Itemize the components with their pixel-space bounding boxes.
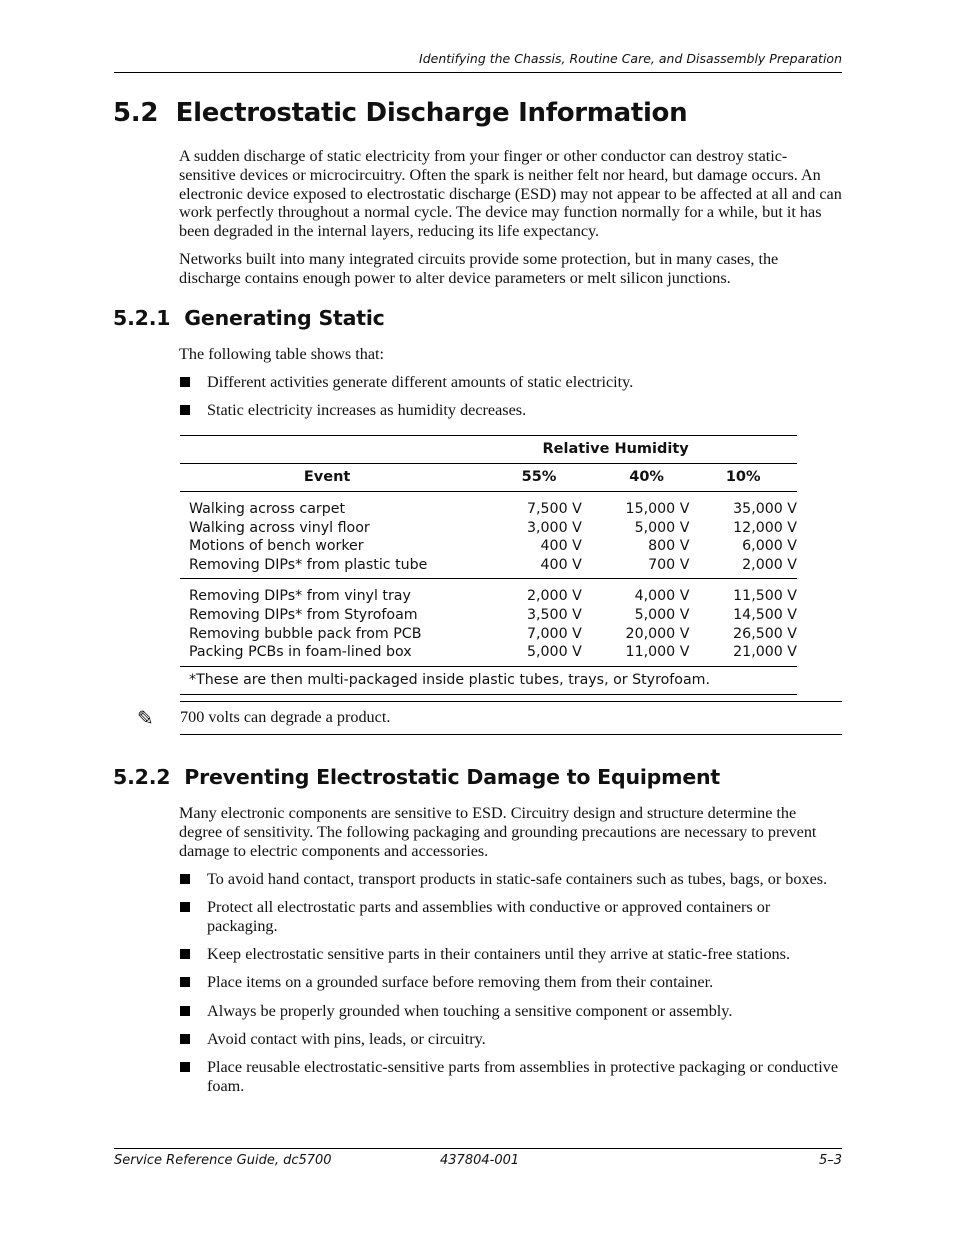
table-header-row xyxy=(180,464,797,492)
list-item: Protect all electrostatic parts and assemblies with conductive or approved containers or packaging. xyxy=(179,898,843,936)
section-paragraph-1: A sudden discharge of static electricity from your finger or other conductor can destroy static-sensitive devices or microcircuitry. Often the spark is neither felt nor heard, but damage occurs. An electronic device exposed to electrostatic discharge (ESD) may not appear to be affected at all and can work perfectly throughout a normal cycle. The device may function normally for a while, but it has been degraded in the internal layers, reducing its life expectancy. xyxy=(179,147,842,241)
bullet-square-icon xyxy=(180,1062,190,1072)
table-footnote-row xyxy=(180,666,797,694)
table-row: Removing DIPs* from vinyl tray 2,000 V 4,000 V 11,500 V xyxy=(189,588,797,605)
column-header-40: 40% xyxy=(629,469,664,486)
footer-part-number: 437804-001 xyxy=(440,1153,520,1168)
footer-page-number: 5–3 xyxy=(818,1153,842,1168)
column-header-55: 55% xyxy=(521,469,557,486)
list-item: Place reusable electrostatic-sensitive parts from assemblies in protective packaging or conductive foam. xyxy=(179,1058,843,1096)
table-row: Removing DIPs* from Styrofoam 3,500 V 5,000 V 14,500 V xyxy=(189,606,797,623)
list-item: To avoid hand contact, transport products in static-safe containers such as tubes, bags, or boxes. xyxy=(179,870,843,889)
section-title: 5.2 Electrostatic Discharge Information xyxy=(113,98,688,128)
footer-rule xyxy=(114,1148,842,1149)
section-paragraph-2: Networks built into many integrated circuits provide some protection, but in many cases, the discharge contains enough power to alter device parameters or melt silicon junctions. xyxy=(179,250,779,287)
table-row: Removing bubble pack from PCB 7,000 V 20,000 V 26,500 V xyxy=(189,625,797,642)
list-item: Place items on a grounded surface before removing them from their container. xyxy=(179,973,843,992)
bullet-square-icon xyxy=(180,902,190,912)
prevention-bullet-list xyxy=(179,870,843,1105)
static-voltage-table xyxy=(180,435,797,695)
table-group-header-row xyxy=(180,436,797,464)
subsection-title-generating-static: 5.2.1 Generating Static xyxy=(113,306,385,330)
footer-guide-title: Service Reference Guide, dc5700 xyxy=(114,1153,332,1168)
table-row: Walking across carpet 7,500 V 15,000 V 35,000 V xyxy=(189,501,797,517)
table-row: Walking across vinyl floor 3,000 V 5,000 V 12,000 V xyxy=(189,519,797,536)
relative-humidity-header: Relative Humidity xyxy=(542,441,689,458)
column-header-10: 10% xyxy=(725,469,761,486)
prevention-intro: Many electronic components are sensitive to ESD. Circuitry design and structure determine the degree of sensitivity. The following packaging and grounding precautions are necessary to prevent damage to electric components and accessories. xyxy=(179,804,817,860)
table-intro: The following table shows that: xyxy=(179,345,385,363)
pencil-note-icon: ✎ xyxy=(137,706,154,730)
note-box xyxy=(180,701,842,735)
list-item: Different activities generate different amounts of static electricity. xyxy=(179,373,843,392)
table-row: Removing DIPs* from plastic tube 400 V 700 V 2,000 V xyxy=(180,556,797,579)
table-row: Packing PCBs in foam-lined box 5,000 V 11,000 V 21,000 V xyxy=(180,643,797,666)
bullet-square-icon xyxy=(180,377,190,387)
bullet-square-icon xyxy=(180,977,190,987)
subsection-title-preventing-damage: 5.2.2 Preventing Electrostatic Damage to Equipment xyxy=(113,765,721,789)
bullet-square-icon xyxy=(180,874,190,884)
static-bullet-list xyxy=(179,373,843,429)
table-row: Motions of bench worker 400 V 800 V 6,000 V xyxy=(189,538,797,555)
bullet-square-icon xyxy=(180,949,190,959)
list-item: Static electricity increases as humidity decreases. xyxy=(179,401,843,420)
list-item: Avoid contact with pins, leads, or circuitry. xyxy=(179,1030,843,1049)
list-item: Always be properly grounded when touching a sensitive component or assembly. xyxy=(179,1002,843,1021)
bullet-square-icon xyxy=(180,1034,190,1044)
table-footnote: *These are then multi-packaged inside plastic tubes, trays, or Styrofoam. xyxy=(189,671,710,688)
running-header: Identifying the Chassis, Routine Care, and Disassembly Preparation xyxy=(419,51,842,66)
bullet-square-icon xyxy=(180,405,190,415)
column-header-event: Event xyxy=(303,469,351,486)
header-rule xyxy=(114,72,842,73)
note-text: 700 volts can degrade a product. xyxy=(180,708,391,726)
bullet-square-icon xyxy=(180,1006,190,1016)
list-item: Keep electrostatic sensitive parts in their containers until they arrive at static-free stations. xyxy=(179,945,843,964)
